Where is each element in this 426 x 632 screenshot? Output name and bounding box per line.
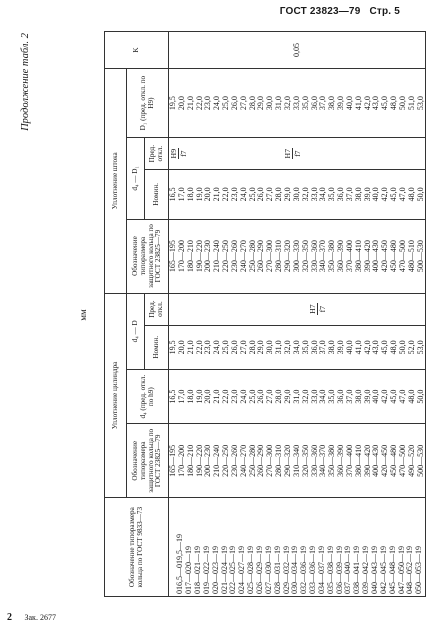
- table-cell: 28,0: [247, 96, 257, 111]
- rotated-table-page: [18, 25, 425, 605]
- table-cell: 470—500: [397, 444, 407, 477]
- table-cell: 017—020—19: [184, 546, 194, 594]
- table-cell: 250—280: [247, 444, 257, 477]
- table-cell: 290—320: [282, 444, 292, 477]
- table-cell: 380—410: [353, 240, 363, 273]
- dimensions-table: [104, 31, 426, 597]
- table-cell: 24,0: [212, 96, 222, 111]
- table-cell: 27,0: [238, 96, 248, 111]
- table-cell: 35,0: [300, 340, 310, 355]
- table-cell: 24,0: [238, 389, 248, 404]
- table-cell: 19,0: [194, 389, 204, 404]
- fit-rod-upper: H9 f7: [169, 148, 188, 159]
- table-cell: 036—039—19: [334, 546, 344, 594]
- fit-cylinder: H7 f7: [307, 304, 327, 314]
- table-cell: 030—034—19: [290, 546, 300, 594]
- table-cell: 210—240: [212, 240, 222, 273]
- table-cell: 400—430: [371, 444, 381, 477]
- table-cell: 210—240: [212, 444, 222, 477]
- table-cell: 39,0: [362, 187, 372, 202]
- table-cell: 39,0: [336, 96, 346, 111]
- table-cell: 29,0: [256, 96, 266, 111]
- table-cell: 34,0: [318, 389, 328, 404]
- table-cell: 21,0: [212, 187, 222, 202]
- table-cell: 26,0: [256, 389, 266, 404]
- tolerance-cylinder-cell: [169, 293, 426, 325]
- header-ring-designation-cyl: Обозначение типоразмера защитного кольца по ГОСТ 23825—79: [127, 424, 169, 498]
- table-cell: 22,0: [221, 187, 231, 202]
- table-cell: 022—025—19: [228, 546, 238, 594]
- table-cell: 280—310: [274, 240, 284, 273]
- table-cell: 18,0: [185, 389, 195, 404]
- column-ring-cylinder: [169, 424, 426, 498]
- header-nominal-cyl: Номин.: [145, 325, 169, 369]
- table-cell: 027—030—19: [263, 546, 273, 594]
- fit-rod-middle: H7 f7: [283, 148, 302, 159]
- header-ring-designation-rod: Обозначение типоразмера защитного кольца по ГОСТ 23825—79: [127, 219, 169, 293]
- table-cell: 20,0: [203, 187, 213, 202]
- table-cell: 22,0: [194, 96, 204, 111]
- table-cell: 042—045—19: [378, 546, 388, 594]
- table-cell: 240—270: [238, 240, 248, 273]
- table-cell: 029—032—19: [281, 546, 291, 594]
- table-cell: 37,0: [344, 187, 354, 202]
- table-cell: 019—022—19: [201, 546, 211, 594]
- continuation-title: Продолжение табл. 2: [20, 33, 31, 131]
- header-D1: D₁ (пред. откл. по H9): [127, 69, 169, 138]
- table-cell: 500—530: [415, 240, 425, 273]
- table-cell: 40,0: [344, 96, 354, 111]
- table-cell: 016,5—019,5—19: [175, 534, 185, 594]
- table-cell: 17,0: [176, 389, 186, 404]
- table-cell: 16,5: [168, 389, 177, 404]
- table-cell: 480—510: [406, 240, 416, 273]
- table-cell: 250—280: [247, 240, 257, 273]
- table-cell: 22,0: [221, 389, 231, 404]
- k-value: 0,05: [169, 32, 426, 69]
- table-cell: 450—480: [389, 444, 399, 477]
- table-cell: 38,0: [353, 187, 363, 202]
- table-cell: 300—330: [291, 240, 301, 273]
- table-cell: 165—195: [168, 444, 177, 477]
- table-cell: 035—038—19: [325, 546, 335, 594]
- table-cell: 33,0: [309, 389, 319, 404]
- table-cell: 021—024—19: [219, 546, 229, 594]
- table-cell: 25,0: [221, 96, 231, 111]
- column-ring-rod: [169, 219, 426, 293]
- table-cell: 220—250: [221, 240, 231, 273]
- table-cell: 25,0: [247, 187, 257, 202]
- table-cell: 27,0: [265, 187, 275, 202]
- table-cell: 330—360: [309, 240, 319, 273]
- table-cell: 25,0: [221, 340, 231, 355]
- table-cell: 45,0: [380, 340, 390, 355]
- table-cell: 38,0: [327, 96, 337, 111]
- print-order: Зак. 2677: [24, 613, 56, 622]
- table-cell: 33,0: [291, 96, 301, 111]
- table-cell: 048—052—19: [405, 546, 415, 594]
- standard-number: ГОСТ 23823—79: [279, 6, 361, 17]
- table-cell: 490—520: [406, 444, 416, 477]
- header-tolerance-cyl: Пред. откл.: [145, 293, 169, 325]
- table-cell: 50,0: [415, 389, 425, 404]
- table-cell: 40,0: [371, 187, 381, 202]
- table-cell: 420—450: [380, 240, 390, 273]
- table-cell: 170—200: [176, 240, 186, 273]
- table-cell: 018—021—19: [193, 546, 203, 594]
- table-cell: 34,0: [291, 340, 301, 355]
- table-cell: 23,0: [229, 389, 239, 404]
- table-cell: 200—230: [203, 444, 213, 477]
- table-cell: 27,0: [265, 389, 275, 404]
- table-cell: 53,0: [415, 96, 425, 111]
- table-cell: 470—500: [397, 240, 407, 273]
- table-cell: 35,0: [327, 187, 337, 202]
- header-d4: d₄ (пред. откл. по h9): [127, 370, 169, 424]
- table-cell: 450—480: [389, 240, 399, 273]
- table-cell: 270—300: [265, 444, 275, 477]
- table-cell: 53,0: [415, 340, 425, 355]
- table-cell: 45,0: [380, 96, 390, 111]
- table-cell: 24,0: [212, 340, 222, 355]
- table-cell: 320—350: [300, 444, 310, 477]
- table-cell: 034—037—19: [316, 546, 326, 594]
- table-cell: 420—450: [380, 444, 390, 477]
- column-designation: [169, 498, 426, 597]
- table-cell: 19,5: [168, 96, 177, 111]
- table-cell: 25,0: [247, 389, 257, 404]
- table-cell: 45,0: [389, 389, 399, 404]
- table-cell: 050—053—19: [414, 546, 424, 594]
- table-cell: 400—430: [371, 240, 381, 273]
- table-cell: 350—380: [327, 240, 337, 273]
- column-nominal-rod: [169, 170, 426, 219]
- header-d4-D: d₄ — D: [127, 293, 145, 369]
- table-cell: 020—023—19: [210, 546, 220, 594]
- table-cell: 23,0: [203, 340, 213, 355]
- page-label: Стр. 5: [369, 6, 400, 17]
- table-cell: 23,0: [229, 187, 239, 202]
- table-cell: 37,0: [318, 96, 328, 111]
- table-cell: 037—040—19: [343, 546, 353, 594]
- table-cell: 33,0: [309, 187, 319, 202]
- table-cell: 39,0: [362, 389, 372, 404]
- table-cell: 340—370: [318, 444, 328, 477]
- table-cell: 16,5: [168, 187, 177, 202]
- header-cylinder-seal: Уплотнение цилиндра: [105, 293, 127, 498]
- table-cell: 42,0: [362, 96, 372, 111]
- table-cell: 48,0: [406, 389, 416, 404]
- table-cell: 047—050—19: [396, 546, 406, 594]
- table-cell: 380—410: [353, 444, 363, 477]
- table-cell: 038—041—19: [352, 546, 362, 594]
- table-cell: 50,0: [397, 96, 407, 111]
- table-cell: 320—350: [300, 240, 310, 273]
- table-cell: 270—300: [265, 240, 275, 273]
- table-cell: 21,0: [185, 96, 195, 111]
- table-cell: 025—028—19: [246, 546, 256, 594]
- table-cell: 48,0: [406, 187, 416, 202]
- table-cell: 260—290: [256, 240, 266, 273]
- header-k: K: [105, 32, 169, 69]
- table-cell: 045—048—19: [387, 546, 397, 594]
- table-cell: 29,0: [256, 340, 266, 355]
- table-cell: 35,0: [300, 96, 310, 111]
- table-cell: 390—420: [362, 444, 372, 477]
- table-cell: 230—260: [229, 444, 239, 477]
- table-cell: 45,0: [389, 187, 399, 202]
- table-cell: 40,0: [371, 389, 381, 404]
- column-D1: [169, 69, 426, 138]
- table-cell: 41,0: [353, 340, 363, 355]
- table-cell: 26,0: [256, 187, 266, 202]
- table-cell: 21,0: [185, 340, 195, 355]
- table-cell: 17,0: [176, 187, 186, 202]
- unit-label: мм: [78, 309, 88, 321]
- table-cell: 19,5: [168, 340, 177, 355]
- table-cell: 41,0: [353, 96, 363, 111]
- table-cell: 48,0: [389, 340, 399, 355]
- table-cell: 26,0: [229, 340, 239, 355]
- table-cell: 31,0: [274, 96, 284, 111]
- table-cell: 28,0: [274, 389, 284, 404]
- table-cell: 36,0: [336, 389, 346, 404]
- table-cell: 350—380: [327, 444, 337, 477]
- table-cell: 039—042—19: [361, 546, 371, 594]
- table-cell: 24,0: [238, 187, 248, 202]
- table-cell: 30,0: [291, 187, 301, 202]
- table-cell: 32,0: [300, 187, 310, 202]
- table-cell: 31,0: [274, 340, 284, 355]
- table-cell: 340—370: [318, 240, 328, 273]
- table-cell: 23,0: [203, 96, 213, 111]
- header-nominal-rod: Номин.: [145, 170, 169, 219]
- header-tolerance-rod: Пред. откл.: [145, 138, 169, 170]
- table-cell: 500—530: [415, 444, 425, 477]
- table-cell: 36,0: [336, 187, 346, 202]
- table-cell: 18,0: [185, 187, 195, 202]
- table-cell: 48,0: [389, 96, 399, 111]
- table-cell: 39,0: [336, 340, 346, 355]
- table-cell: 52,0: [406, 340, 416, 355]
- table-cell: 30,0: [265, 340, 275, 355]
- table-cell: 026—029—19: [255, 546, 265, 594]
- table-cell: 38,0: [353, 389, 363, 404]
- table-cell: 260—290: [256, 444, 266, 477]
- table-cell: 180—210: [185, 444, 195, 477]
- table-cell: 26,0: [229, 96, 239, 111]
- table-cell: 230—260: [229, 240, 239, 273]
- table-cell: 21,0: [212, 389, 222, 404]
- table-cell: 51,0: [406, 96, 416, 111]
- header-rod-seal: Уплотнение штока: [105, 69, 127, 294]
- table-cell: 200—230: [203, 240, 213, 273]
- table-cell: 42,0: [362, 340, 372, 355]
- table-cell: 190—220: [194, 444, 204, 477]
- table-cell: 42,0: [380, 389, 390, 404]
- table-cell: 36,0: [309, 340, 319, 355]
- table-cell: 033—036—19: [308, 546, 318, 594]
- column-nominal-cylinder: [169, 325, 426, 369]
- table-cell: 028—031—19: [272, 546, 282, 594]
- table-cell: 28,0: [247, 340, 257, 355]
- table-cell: 20,0: [203, 389, 213, 404]
- table-cell: 32,0: [282, 340, 292, 355]
- table-cell: 50,0: [397, 340, 407, 355]
- table-cell: 360—390: [336, 444, 346, 477]
- table-cell: 43,0: [371, 340, 381, 355]
- table-cell: 280—310: [274, 444, 284, 477]
- table-cell: 370—400: [344, 444, 354, 477]
- column-d4: [169, 370, 426, 424]
- page-number: 2: [7, 612, 12, 623]
- table-cell: 27,0: [238, 340, 248, 355]
- table-cell: 190—220: [194, 240, 204, 273]
- table-cell: 47,0: [397, 187, 407, 202]
- table-cell: 38,0: [327, 340, 337, 355]
- table-cell: 40,0: [344, 340, 354, 355]
- header-d4-D1: d₄ — D₁: [127, 138, 145, 219]
- table-cell: 180—210: [185, 240, 195, 273]
- table-cell: 220—250: [221, 444, 231, 477]
- table-cell: 50,0: [415, 187, 425, 202]
- table-cell: 30,0: [265, 96, 275, 111]
- table-cell: 36,0: [309, 96, 319, 111]
- table-cell: 290—320: [282, 240, 292, 273]
- table-cell: 310—340: [291, 444, 301, 477]
- table-cell: 47,0: [397, 389, 407, 404]
- table-cell: 032—036—19: [299, 546, 309, 594]
- table-cell: 32,0: [282, 96, 292, 111]
- table-cell: 37,0: [344, 389, 354, 404]
- table-cell: 19,0: [194, 187, 204, 202]
- table-cell: 240—270: [238, 444, 248, 477]
- table-cell: 165—195: [168, 240, 177, 273]
- table-cell: 37,0: [318, 340, 328, 355]
- table-cell: 20,0: [176, 96, 186, 111]
- table-cell: 040—043—19: [369, 546, 379, 594]
- table-cell: 31,0: [291, 389, 301, 404]
- table-cell: 35,0: [327, 389, 337, 404]
- table-cell: 22,0: [194, 340, 204, 355]
- page-header: [274, 6, 400, 17]
- table-cell: 29,0: [282, 187, 292, 202]
- page-footer: [7, 612, 56, 623]
- table-cell: 170—200: [176, 444, 186, 477]
- table-cell: 34,0: [318, 187, 328, 202]
- table-cell: 32,0: [300, 389, 310, 404]
- table-cell: 360—390: [336, 240, 346, 273]
- table-cell: 330—360: [309, 444, 319, 477]
- table-cell: 43,0: [371, 96, 381, 111]
- table-cell: 28,0: [274, 187, 284, 202]
- table-cell: 20,0: [176, 340, 186, 355]
- table-cell: 390—420: [362, 240, 372, 273]
- table-cell: 29,0: [282, 389, 292, 404]
- header-designation: Обозначение типоразмера кольца по ГОСТ 9833—73: [105, 498, 169, 597]
- table-cell: 42,0: [380, 187, 390, 202]
- table-cell: 370—400: [344, 240, 354, 273]
- tolerance-rod-cell: [169, 138, 426, 170]
- table-cell: 024—027—19: [237, 546, 247, 594]
